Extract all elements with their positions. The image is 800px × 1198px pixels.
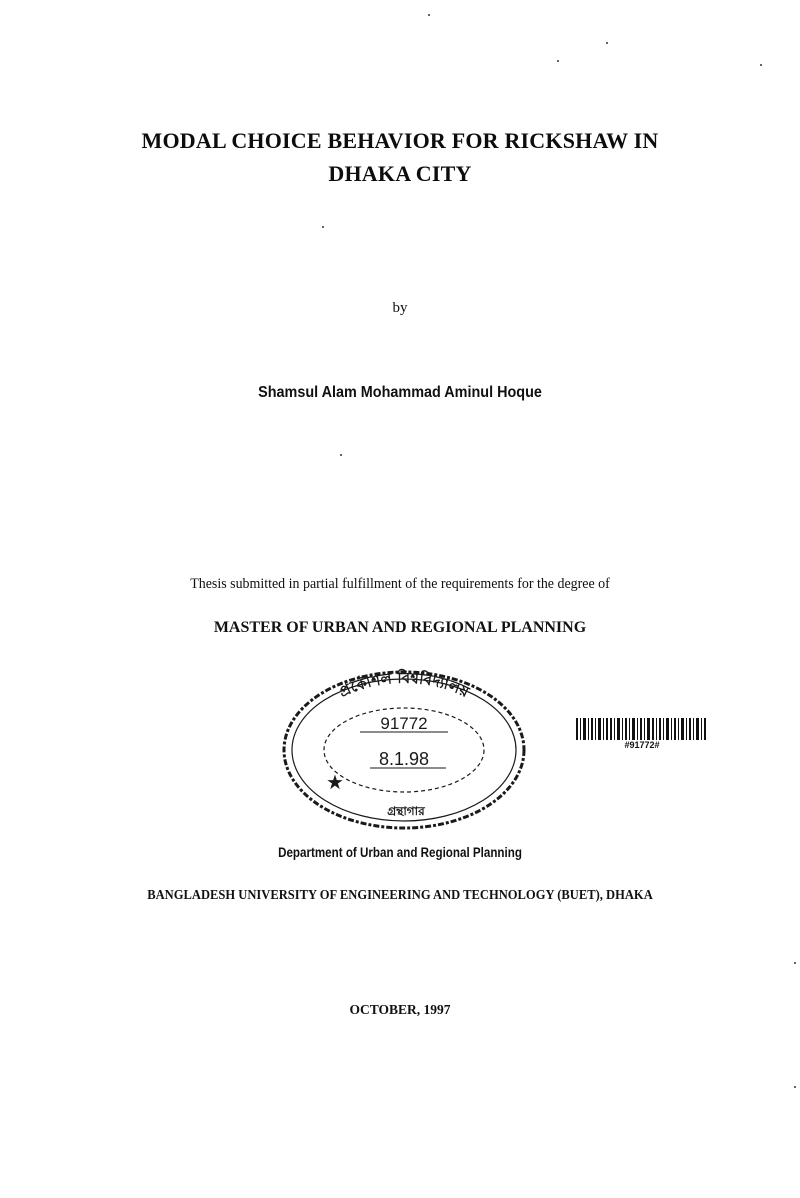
stamp-bottom-text: গ্রন্থাগার <box>387 804 425 818</box>
scan-speck <box>322 226 324 228</box>
author-name: Shamsul Alam Mohammad Aminul Hoque <box>258 384 542 401</box>
submission-statement: Thesis submitted in partial fulfillment of the requirements for the degree of <box>190 576 610 592</box>
stamp-date: 8.1.98 <box>378 749 430 769</box>
university-name: BANGLADESH UNIVERSITY OF ENGINEERING AND TECHNOLOGY (BUET), DHAKA <box>147 887 653 902</box>
scan-speck <box>606 42 608 44</box>
by-label: by <box>392 300 408 316</box>
star-icon: ★ <box>326 770 344 794</box>
barcode-label: #91772# <box>624 740 660 750</box>
scan-speck <box>428 14 430 16</box>
scan-speck <box>340 454 342 456</box>
library-stamp <box>278 665 530 835</box>
thesis-title-line-1: MODAL CHOICE BEHAVIOR FOR RICKSHAW IN <box>141 128 659 153</box>
stamp-accession-number: 91772 <box>380 714 428 733</box>
thesis-title <box>0 124 800 190</box>
department-name: Department of Urban and Regional Planning <box>278 845 522 860</box>
scan-speck <box>794 962 796 964</box>
stamp-top-text: প্রকৌশল বিশ্ববিদ্যালয় <box>336 668 472 702</box>
thesis-title-line-2: DHAKA CITY <box>328 161 472 186</box>
scan-speck <box>794 1086 796 1088</box>
degree-name: MASTER OF URBAN AND REGIONAL PLANNING <box>213 619 587 636</box>
scan-speck <box>557 60 559 62</box>
submission-date: OCTOBER, 1997 <box>349 1002 451 1017</box>
scan-speck <box>760 64 762 66</box>
